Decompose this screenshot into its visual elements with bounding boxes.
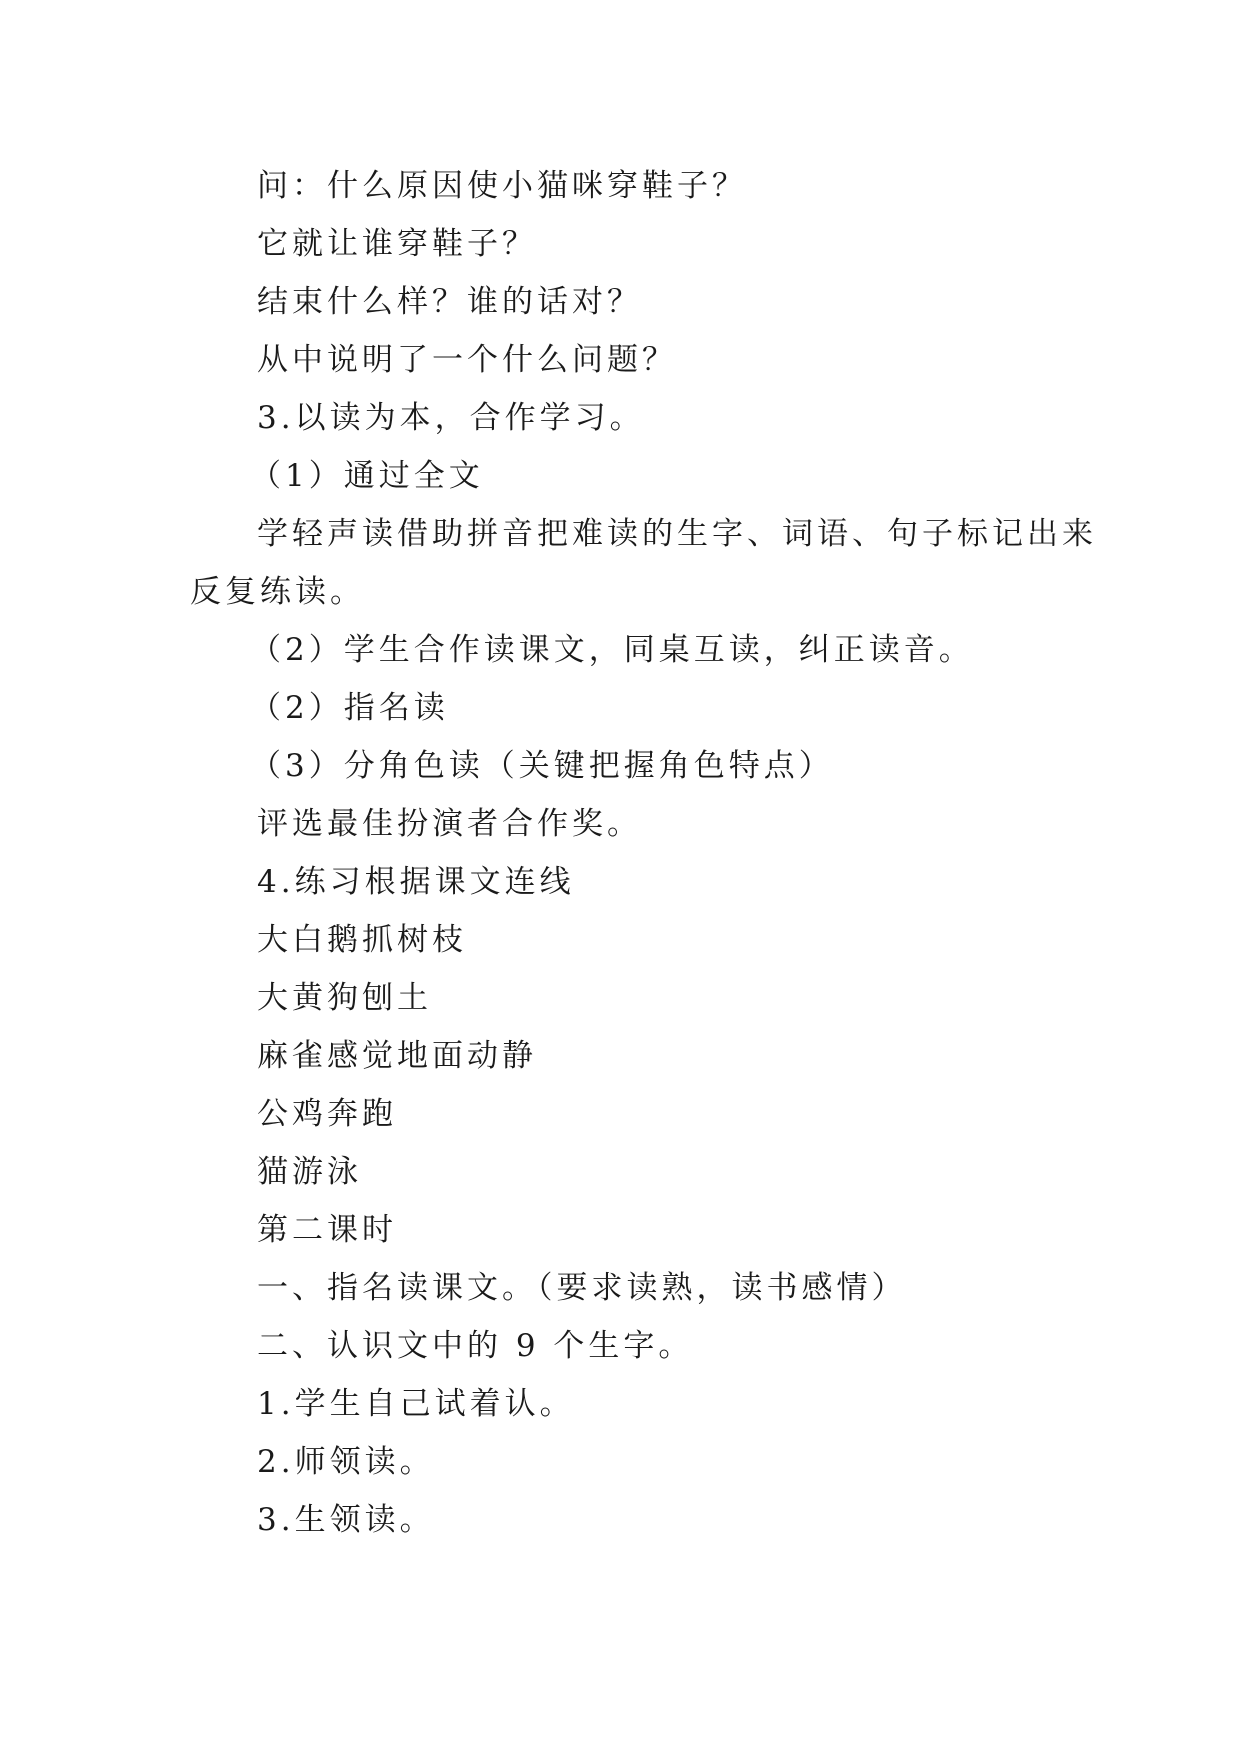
question-line: 问：什么原因使小猫咪穿鞋子？ bbox=[257, 168, 747, 204]
sub-step: （1）通过全文 bbox=[250, 458, 484, 494]
sub-step: （2）学生合作读课文，同桌互读，纠正读音。 bbox=[250, 632, 974, 668]
exercise-item: 麻雀感觉地面动静 bbox=[257, 1038, 537, 1074]
exercise-item: 公鸡奔跑 bbox=[257, 1096, 397, 1132]
paragraph-continuation: 反复练读。 bbox=[190, 574, 365, 610]
step-item: 3.生领读。 bbox=[257, 1502, 435, 1538]
section-item: 二、认识文中的 9 个生字。 bbox=[257, 1328, 694, 1364]
section-heading: 第二课时 bbox=[257, 1212, 397, 1248]
exercise-item: 大黄狗刨土 bbox=[257, 980, 432, 1016]
step-heading: 3.以读为本，合作学习。 bbox=[257, 400, 645, 436]
sub-step: （2）指名读 bbox=[250, 690, 449, 726]
sub-step: （3）分角色读（关键把握角色特点） bbox=[250, 748, 834, 784]
paragraph-line: 学轻声读借助拼音把难读的生字、词语、句子标记出来 bbox=[257, 516, 1097, 552]
question-line: 它就让谁穿鞋子？ bbox=[257, 226, 537, 262]
step-item: 1.学生自己试着认。 bbox=[257, 1386, 575, 1422]
step-item: 2.师领读。 bbox=[257, 1444, 435, 1480]
exercise-item: 猫游泳 bbox=[257, 1154, 362, 1190]
step-heading: 4.练习根据课文连线 bbox=[257, 864, 575, 900]
question-line: 结束什么样？谁的话对？ bbox=[257, 284, 642, 320]
paragraph-line: 评选最佳扮演者合作奖。 bbox=[257, 806, 642, 842]
exercise-item: 大白鹅抓树枝 bbox=[257, 922, 467, 958]
section-item: 一、指名读课文。（要求读熟，读书感情） bbox=[257, 1270, 907, 1306]
question-line: 从中说明了一个什么问题？ bbox=[257, 342, 677, 378]
